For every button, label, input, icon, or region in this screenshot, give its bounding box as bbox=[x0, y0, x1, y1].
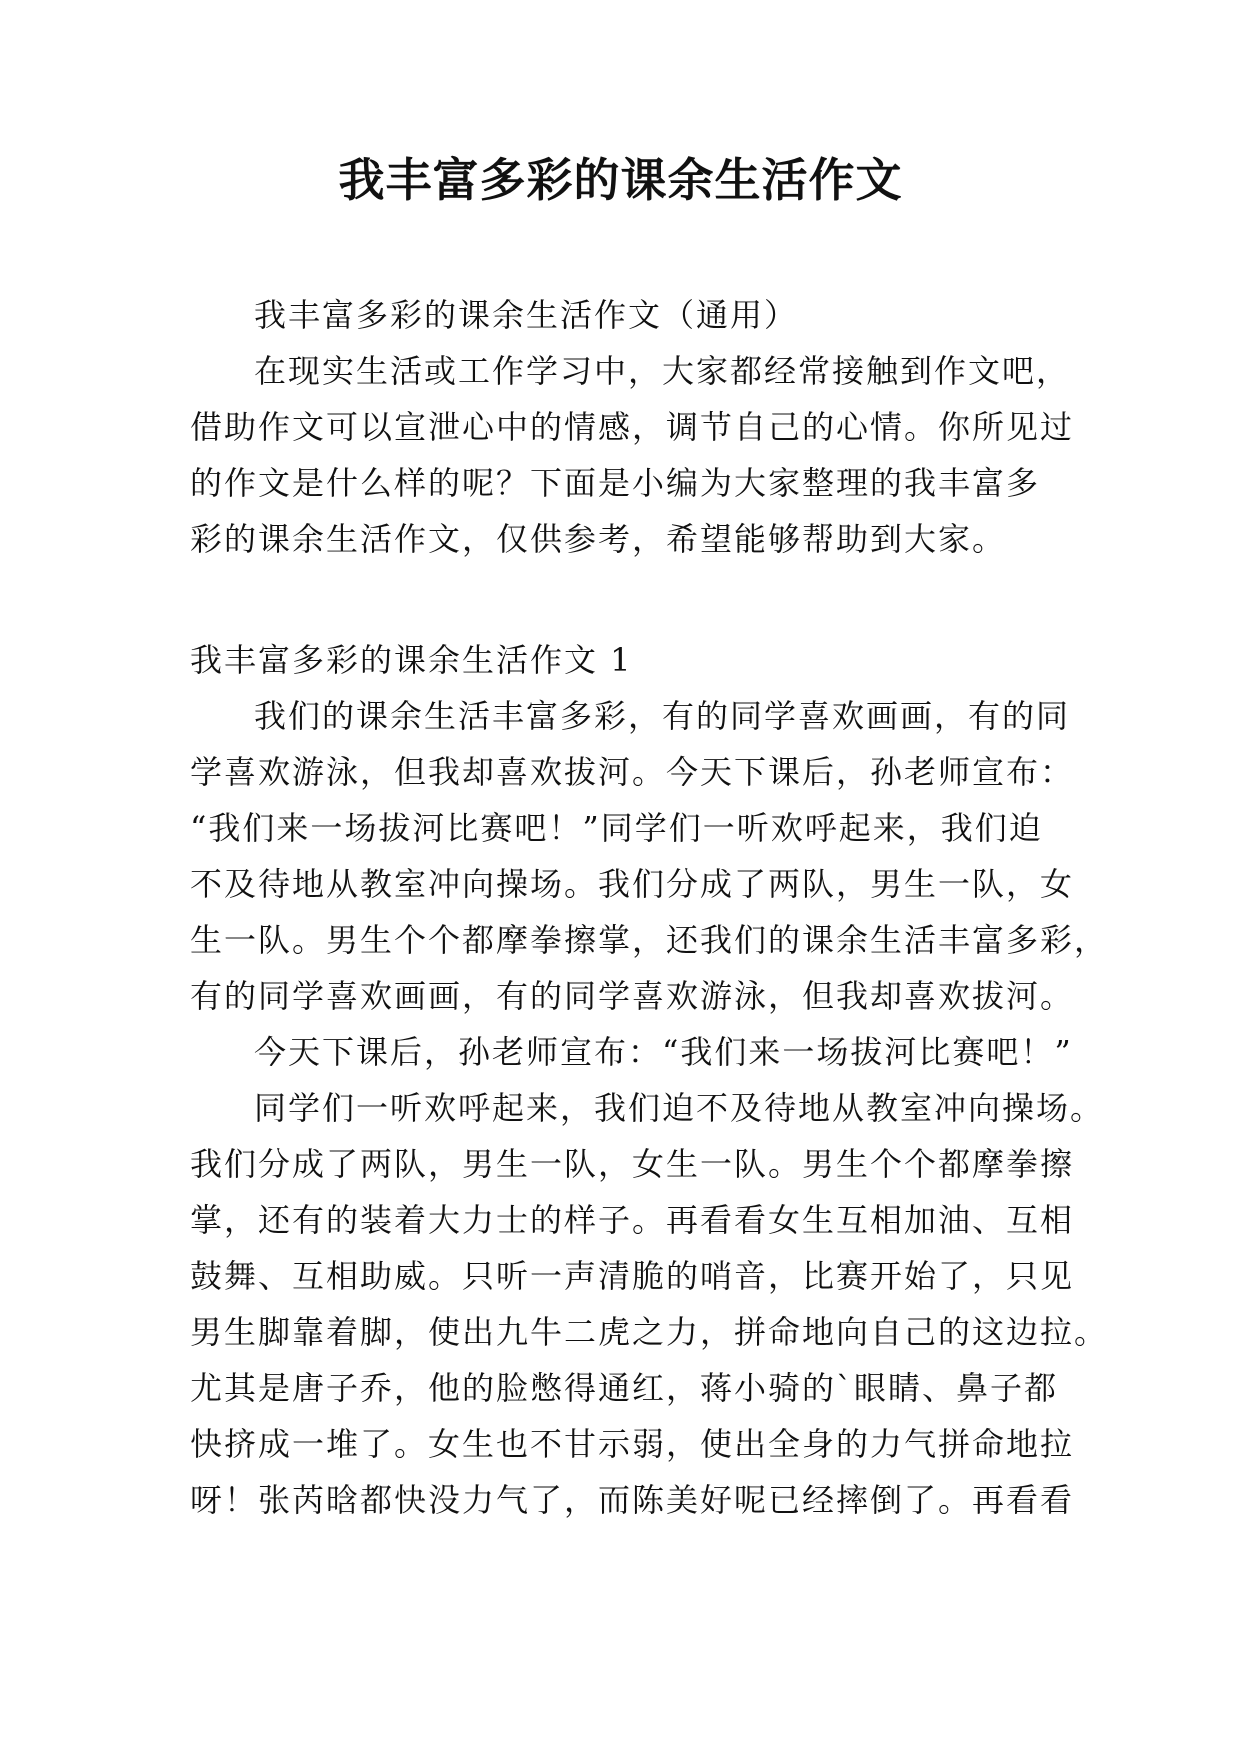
section-heading-1: 我丰富多彩的课余生活作文 1 bbox=[190, 641, 633, 679]
body-line-12: 男生脚靠着脚，使出九牛二虎之力，拼命地向自己的这边拉。 bbox=[190, 1313, 1109, 1351]
body-line-1: 我们的课余生活丰富多彩，有的同学喜欢画画，有的同 bbox=[254, 697, 1071, 735]
document-title: 我丰富多彩的课余生活作文 bbox=[338, 153, 903, 207]
body-line-2: 学喜欢游泳，但我却喜欢拔河。今天下课后，孙老师宣布： bbox=[190, 753, 1075, 791]
intro-line-3: 的作文是什么样的呢？下面是小编为大家整理的我丰富多 bbox=[190, 464, 1041, 502]
body-line-3: “我们来一场拔河比赛吧！”同学们一听欢呼起来，我们迫 bbox=[190, 809, 1043, 847]
subtitle-line: 我丰富多彩的课余生活作文（通用） bbox=[254, 296, 799, 334]
body-line-5: 生一队。男生个个都摩拳擦掌，还我们的课余生活丰富多彩， bbox=[190, 921, 1109, 959]
intro-line-4: 彩的课余生活作文，仅供参考，希望能够帮助到大家。 bbox=[190, 520, 1007, 558]
body-line-11: 鼓舞、互相助威。只听一声清脆的哨音，比赛开始了，只见 bbox=[190, 1257, 1075, 1295]
body-line-14: 快挤成一堆了。女生也不甘示弱，使出全身的力气拼命地拉 bbox=[190, 1425, 1075, 1463]
body-line-15: 呀！张芮晗都快没力气了，而陈美好呢已经摔倒了。再看看 bbox=[190, 1481, 1075, 1519]
body-line-9: 我们分成了两队，男生一队，女生一队。男生个个都摩拳擦 bbox=[190, 1145, 1075, 1183]
body-line-10: 掌，还有的装着大力士的样子。再看看女生互相加油、互相 bbox=[190, 1201, 1075, 1239]
intro-line-2: 借助作文可以宣泄心中的情感，调节自己的心情。你所见过 bbox=[190, 408, 1075, 446]
body-line-8: 同学们一听欢呼起来，我们迫不及待地从教室冲向操场。 bbox=[254, 1089, 1105, 1127]
body-line-13: 尤其是唐子乔，他的脸憋得通红，蒋小骑的`眼睛、鼻子都 bbox=[190, 1369, 1059, 1407]
body-line-7: 今天下课后，孙老师宣布：“我们来一场拔河比赛吧！” bbox=[254, 1033, 1073, 1071]
body-line-6: 有的同学喜欢画画，有的同学喜欢游泳，但我却喜欢拔河。 bbox=[190, 977, 1075, 1015]
intro-line-1: 在现实生活或工作学习中，大家都经常接触到作文吧， bbox=[254, 352, 1071, 390]
body-line-4: 不及待地从教室冲向操场。我们分成了两队，男生一队，女 bbox=[190, 865, 1075, 903]
